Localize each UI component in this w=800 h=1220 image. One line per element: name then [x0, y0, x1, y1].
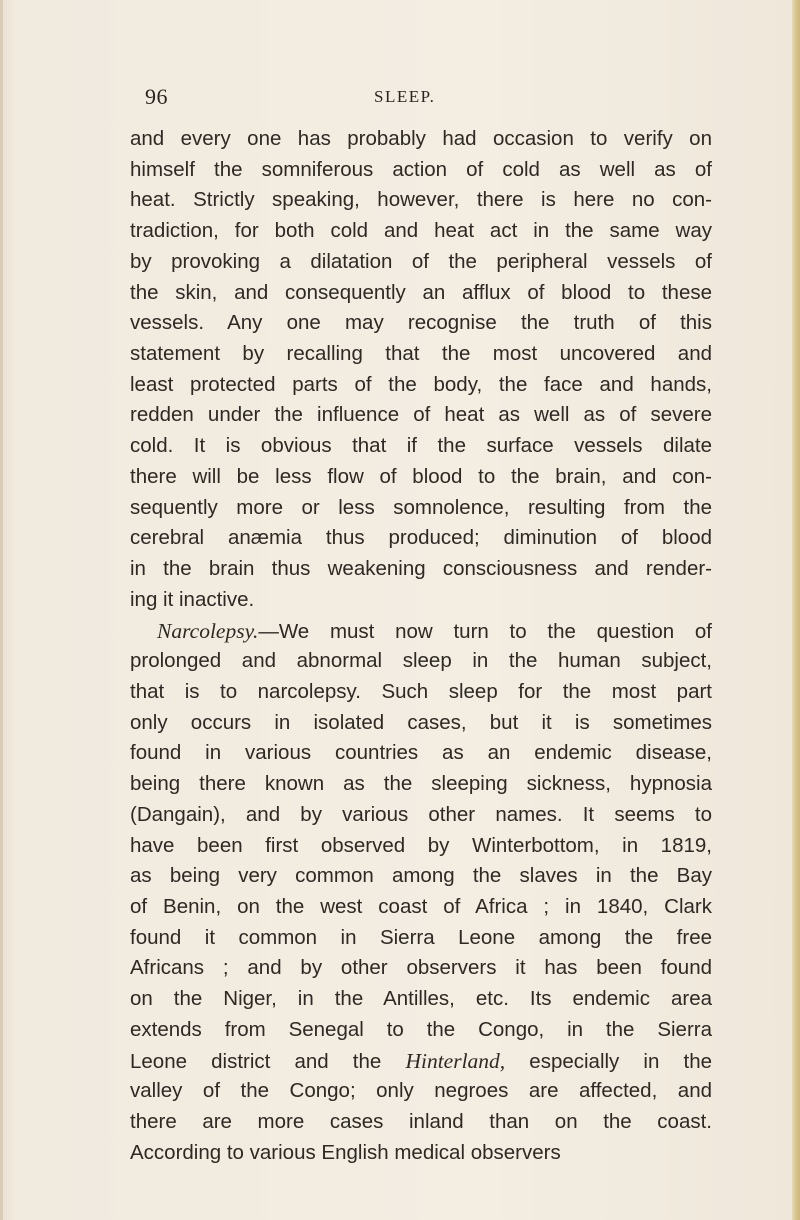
page-header — [0, 84, 800, 114]
hinterland-before: Leone district and the — [130, 1049, 406, 1073]
text-line: cerebral anæmia thus produced; diminution of blood — [130, 526, 712, 550]
text-line: extends from Senegal to the Congo, in the Sierra — [130, 1017, 712, 1041]
text-line: According to various English medical observers — [130, 1140, 561, 1164]
text-line: being there known as the sleeping sickness, hypnosia — [130, 772, 712, 796]
text-line: by provoking a dilatation of the peripheral vessels of — [130, 249, 712, 273]
text-line: that is to narcolepsy. Such sleep for the most part — [130, 679, 712, 703]
section-first-line-text: —We must now turn to the question of — [258, 619, 712, 643]
text-line: there are more cases inland than on the coast. — [130, 1110, 712, 1133]
text-line: prolonged and abnormal sleep in the human subject, — [130, 649, 712, 673]
text-line-hinterland — [130, 1046, 712, 1077]
text-line: (Dangain), and by various other names. It seems to — [130, 802, 712, 826]
text-line: ing it inactive. — [130, 587, 255, 611]
text-line: cold. It is obvious that if the surface vessels dilate — [130, 434, 712, 458]
text-line: there will be less flow of blood to the brain, and con- — [130, 464, 712, 488]
text-line: least protected parts of the body, the face and hands, — [130, 372, 712, 396]
text-line: have been first observed by Winterbottom, in 1819, — [130, 833, 712, 857]
running-head: SLEEP. — [374, 87, 436, 106]
section-first-line — [130, 616, 712, 647]
text-line: heat. Strictly speaking, however, there is here no con- — [130, 188, 712, 212]
text-line: himself the somniferous action of cold as well as of — [130, 157, 712, 181]
text-line: as being very common among the slaves in the Bay — [130, 864, 712, 888]
text-line: and every one has probably had occasion to verify on — [130, 127, 712, 150]
text-line: of Benin, on the west coast of Africa ; in 1840, Clark — [130, 894, 712, 918]
section-heading: Narcolepsy. — [157, 618, 259, 643]
hinterland-after: especially in the — [505, 1049, 712, 1073]
text-line: Africans ; and by other observers it has been found — [130, 956, 712, 980]
body-text — [130, 124, 712, 1168]
page-right-edge — [792, 0, 800, 1220]
text-line: vessels. Any one may recognise the truth of this — [130, 311, 712, 335]
text-line: statement by recalling that the most uncovered and — [130, 342, 712, 366]
text-line: sequently more or less somnolence, resulting from the — [130, 495, 712, 519]
text-line: valley of the Congo; only negroes are affected, and — [130, 1079, 712, 1103]
hinterland-italic: Hinterland, — [405, 1048, 506, 1073]
text-line: tradiction, for both cold and heat act in the same way — [130, 219, 712, 243]
text-line: found it common in Sierra Leone among the free — [130, 925, 712, 949]
page-number: 96 — [145, 84, 168, 109]
text-line: in the brain thus weakening consciousness and render- — [130, 557, 712, 581]
text-line: on the Niger, in the Antilles, etc. Its endemic area — [130, 987, 712, 1011]
page-left-edge — [0, 0, 3, 1220]
text-line: found in various countries as an endemic disease, — [130, 741, 712, 765]
text-line: redden under the influence of heat as well as of severe — [130, 403, 712, 427]
text-line: the skin, and consequently an afflux of blood to these — [130, 280, 712, 304]
text-line: only occurs in isolated cases, but it is sometimes — [130, 710, 712, 734]
